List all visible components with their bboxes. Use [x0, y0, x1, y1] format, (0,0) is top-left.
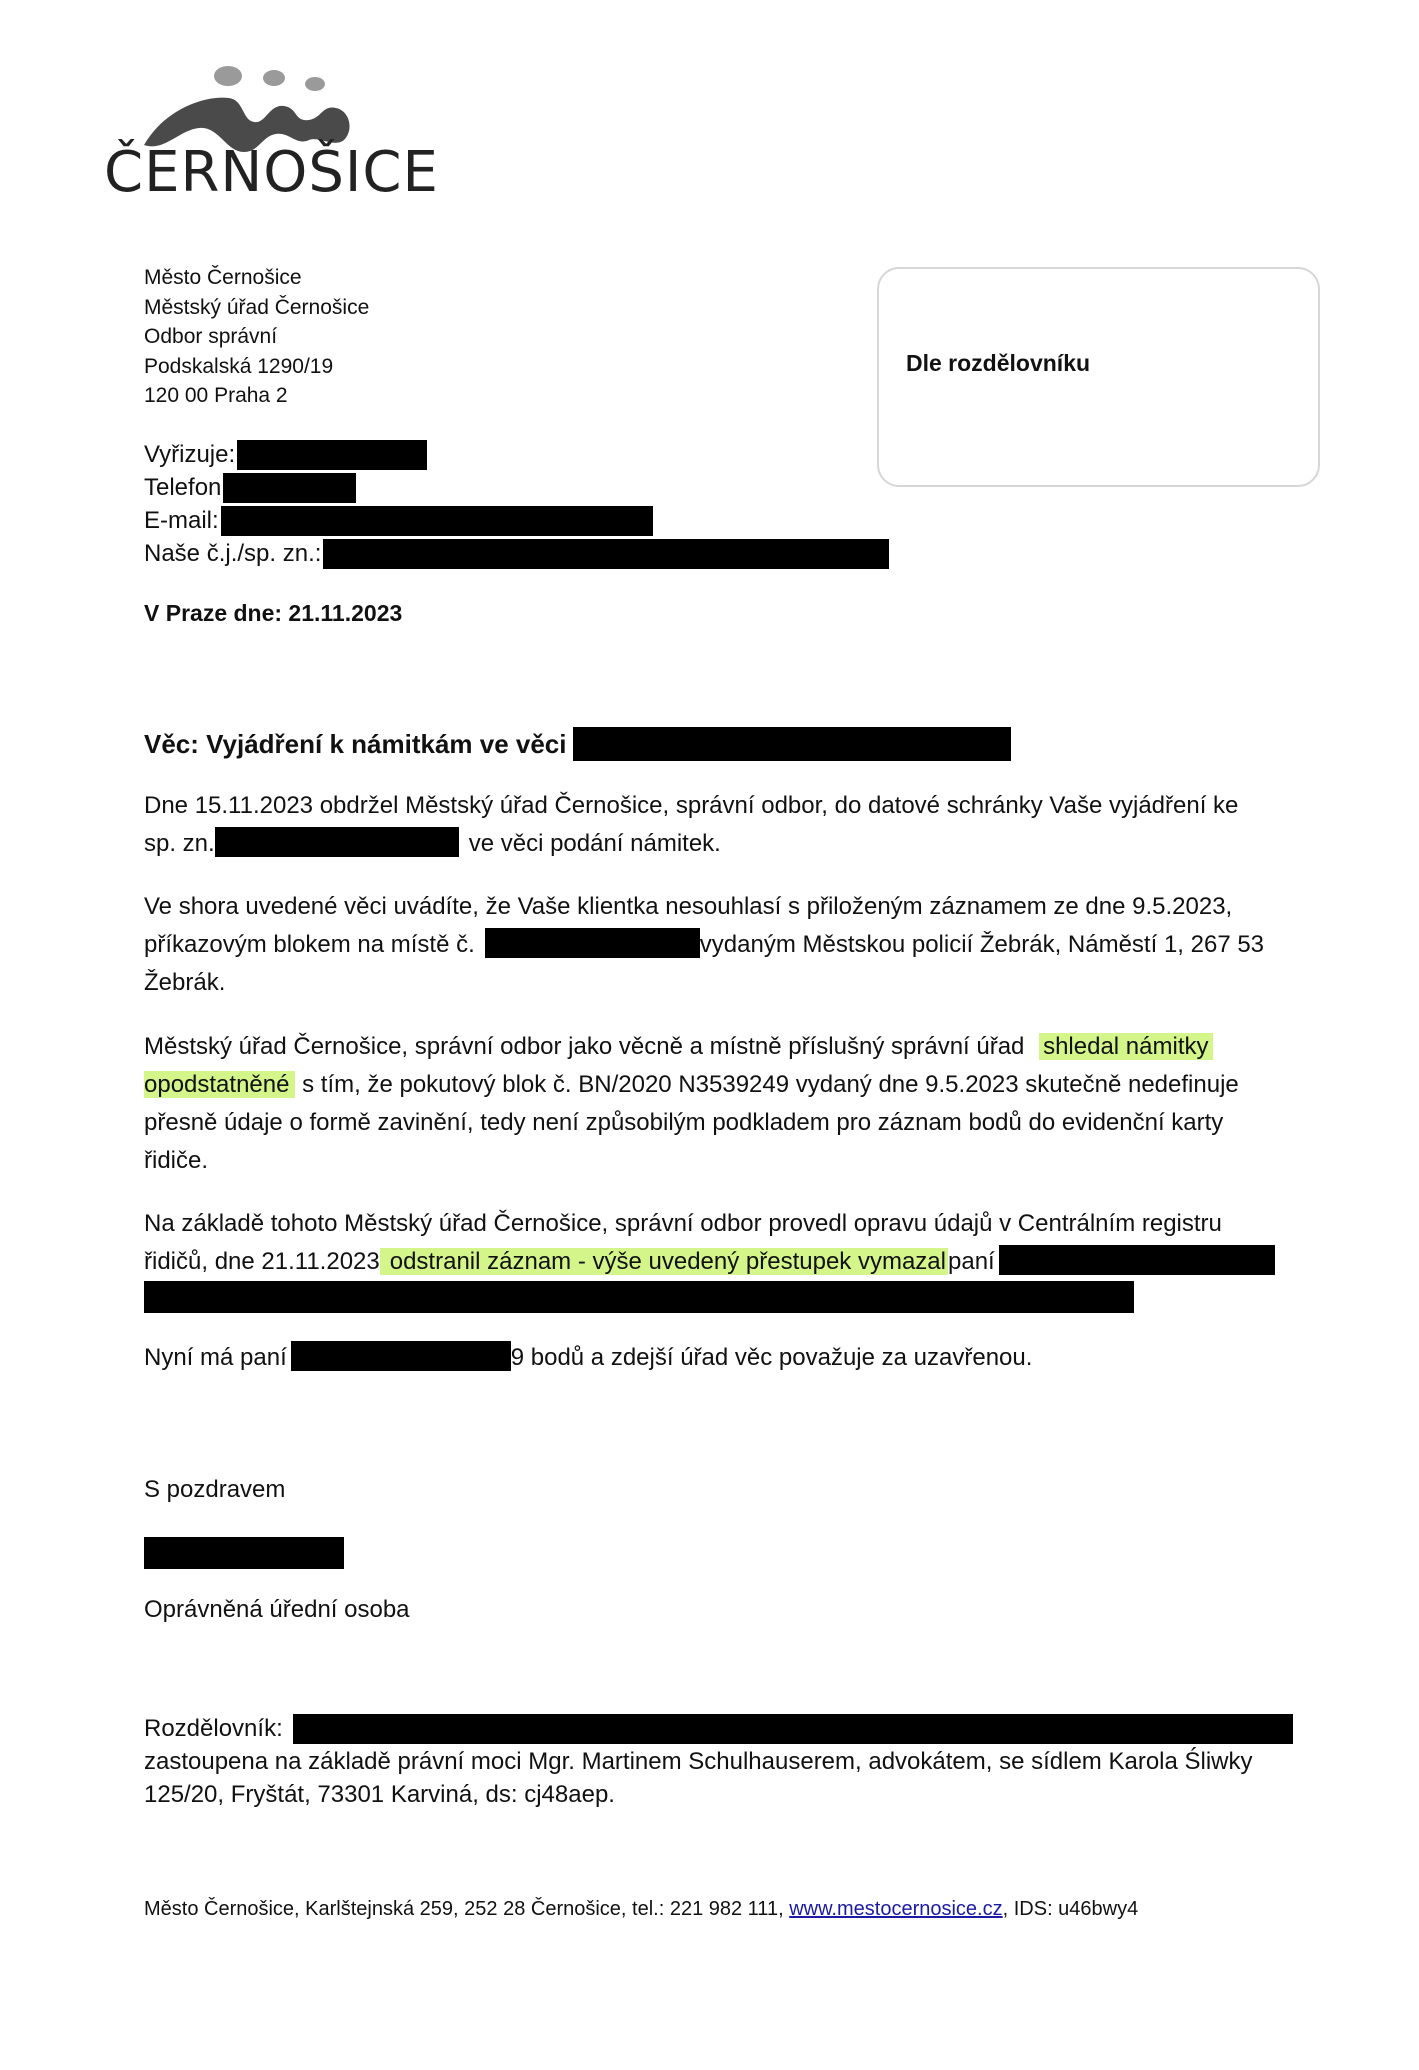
sender-line: Město Černošice [144, 266, 302, 289]
text-line: Žebrák. [144, 969, 226, 996]
sender-line: Podskalská 1290/19 [144, 354, 334, 378]
distribution-line: zastoupena na základě právní moci Mgr. Martinem Schulhauserem, advokátem, se sídlem Karola Śliwky [144, 1748, 1253, 1775]
contact-email: E-mail: [144, 504, 889, 537]
redaction [221, 506, 653, 536]
text-line: Dne 15.11.2023 obdržel Městský úřad Černošice, správní odbor, do datové schránky Vaše vyjádření ke [144, 792, 1239, 819]
redaction [291, 1341, 511, 1371]
text-line: Ve shora uvedené věci uvádíte, že Vaše klientka nesouhlasí s přiloženým záznamem ze dne 9.5.2023, [144, 893, 1233, 920]
recipient-label: Dle rozdělovníku [906, 350, 1091, 376]
text-line: opodstatněné s tím, že pokutový blok č. BN/2020 N3539249 vydaný dne 9.5.2023 skutečně nedefinuje [144, 1071, 1239, 1098]
distribution-block [144, 1712, 1293, 1811]
text-line: řidičů, dne 21.11.2023 odstranil záznam - výše uvedený přestupek vymazalpaní [144, 1243, 1304, 1281]
text-line: Městský úřad Černošice, správní odbor jako věcně a místně příslušný správní úřad shledal námitky [144, 1028, 1304, 1066]
text-line: příkazovým blokem na místě č. vydaným Městskou policií Žebrák, Náměstí 1, 267 53 [144, 926, 1304, 964]
contact-handled-by: Vyřizuje: [144, 438, 889, 471]
redaction [999, 1245, 1275, 1275]
recipient-box [877, 267, 1320, 487]
logo-wordmark: ČERNOŠICE [104, 140, 439, 205]
letter-date: V Praze dne: 21.11.2023 [144, 600, 403, 626]
closing-greeting: S pozdravem [144, 1476, 286, 1503]
text-line: přesně údaje o formě zavinění, tedy není způsobilým podkladem pro záznam bodů do evidenční karty [144, 1109, 1224, 1136]
distribution-row: Rozdělovník: [144, 1712, 1293, 1745]
distribution-line: 125/20, Fryštát, 73301 Karviná, ds: cj48aep. [144, 1781, 615, 1808]
redaction [223, 473, 356, 503]
redaction [323, 539, 889, 569]
letter-subject: Věc: Vyjádření k námitkám ve věci [144, 727, 1011, 761]
paragraph-5 [144, 1339, 1304, 1377]
redaction [215, 827, 459, 857]
text-line: řidiče. [144, 1147, 209, 1174]
highlight: odstranil záznam - výše uvedený přestupek vymazal [380, 1248, 948, 1275]
sender-line: Městský úřad Černošice [144, 295, 370, 319]
text-line: Na základě tohoto Městský úřad Černošice, správní odbor provedl opravu údajů v Centrálním registru [144, 1210, 1222, 1237]
text-line: sp. zn. ve věci podání námitek. [144, 825, 1304, 863]
paragraph-1 [144, 787, 1304, 863]
redaction [485, 928, 700, 958]
official-role: Oprávněná úřední osoba [144, 1596, 410, 1623]
paragraph-3 [144, 1028, 1304, 1180]
sender-address [144, 263, 369, 411]
text-line [144, 1281, 1304, 1319]
signature-redaction [144, 1537, 344, 1569]
redaction [293, 1714, 1293, 1744]
text-line: Nyní má paní 9 bodů a zdejší úřad věc považuje za uzavřenou. [144, 1339, 1304, 1377]
redaction [237, 440, 427, 470]
redaction [144, 1281, 1134, 1313]
contact-phone: Telefon [144, 471, 889, 504]
contact-block [144, 438, 889, 570]
redaction [573, 727, 1011, 761]
sender-line: 120 00 Praha 2 [144, 384, 288, 407]
paragraph-4 [144, 1205, 1304, 1319]
website-link[interactable]: www.mestocernosice.cz [789, 1898, 1003, 1920]
highlight: shledal námitky [1039, 1033, 1212, 1060]
page-footer: Město Černošice, Karlštejnská 259, 252 28 Černošice, tel.: 221 982 111, www.mestocernosice.cz, IDS: u46bwy4 [144, 1898, 1139, 1920]
contact-ref: Naše č.j./sp. zn.: [144, 537, 889, 570]
paragraph-2 [144, 888, 1304, 1002]
highlight: opodstatněné [144, 1071, 295, 1098]
sender-line: Odbor správní [144, 325, 278, 348]
